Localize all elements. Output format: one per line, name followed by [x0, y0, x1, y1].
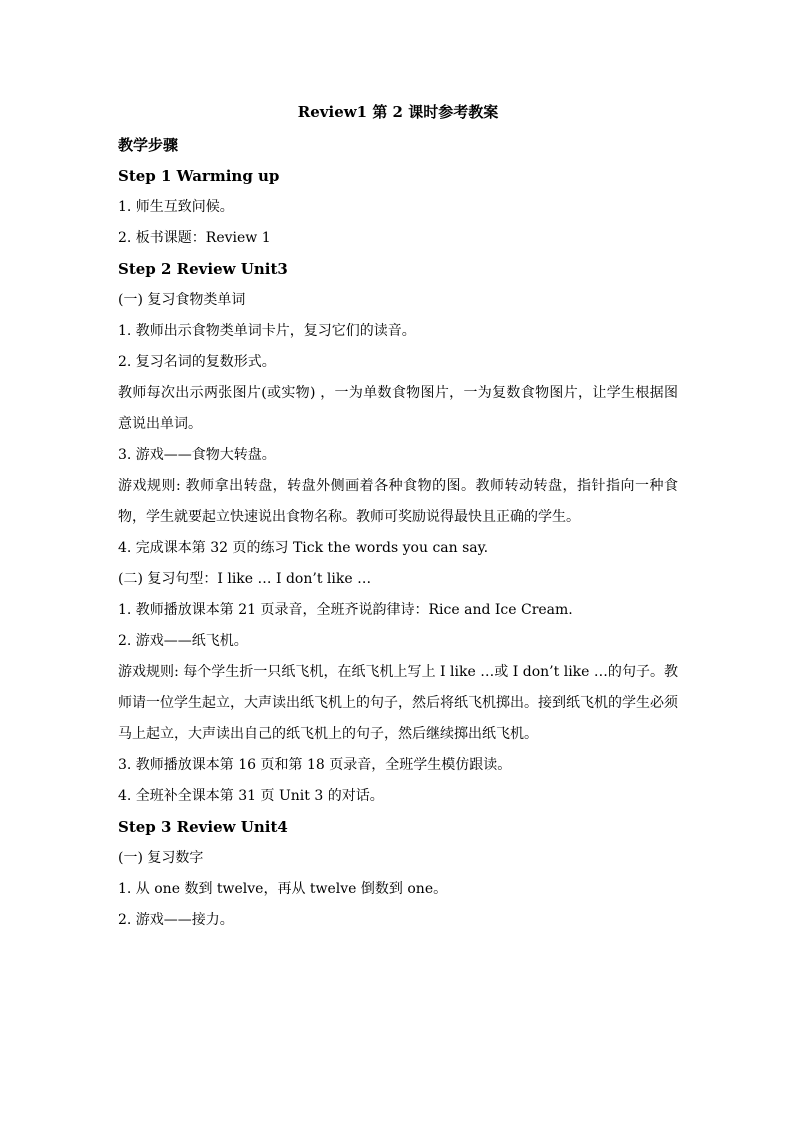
paragraph: 教师每次出示两张图片(或实物) ，一为单数食物图片，一为复数食物图片，让学生根据图意说出单词。: [118, 385, 678, 432]
list-item: 1. 师生互致问候。: [118, 199, 234, 215]
step-heading: Step 3 Review Unit4: [118, 818, 288, 836]
list-item: 2. 板书课题：Review 1: [118, 230, 271, 246]
step-heading: Step 1 Warming up: [118, 167, 280, 185]
document-body: [118, 130, 678, 936]
list-item: 1. 教师播放课本第 21 页录音，全班齐说韵律诗：Rice and Ice Cream.: [118, 602, 573, 618]
paragraph: 游戏规则: 每个学生折一只纸飞机，在纸飞机上写上 I like …或 I don’t like …的句子。教师请一位学生起立，大声读出纸飞机上的句子，然后将纸飞机掷出。接到纸飞机的学生必须马上起立，大声读出自己的纸飞机上的句子，然后继续掷出纸飞机。: [118, 664, 678, 742]
list-item: 2. 复习名词的复数形式。: [118, 354, 276, 370]
paragraph: 游戏规则: 教师拿出转盘，转盘外侧画着各种食物的图。教师转动转盘，指针指向一种食物，学生就要起立快速说出食物名称。教师可奖励说得最快且正确的学生。: [118, 478, 678, 525]
subsection-heading: (一) 复习食物类单词: [118, 292, 246, 308]
step-heading: Step 2 Review Unit3: [118, 260, 288, 278]
list-item: 4. 完成课本第 32 页的练习 Tick the words you can say.: [118, 540, 489, 556]
list-item: 4. 全班补全课本第 31 页 Unit 3 的对话。: [118, 788, 384, 804]
list-item: 2. 游戏——纸飞机。: [118, 633, 248, 649]
list-item: 1. 从 one 数到 twelve，再从 twelve 倒数到 one。: [118, 881, 448, 897]
list-item: 3. 游戏——食物大转盘。: [118, 447, 276, 463]
subsection-heading: (一) 复习数字: [118, 850, 204, 866]
section-heading: 教学步骤: [118, 136, 179, 154]
document-page: [118, 99, 678, 936]
document-title: Review1 第 2 课时参考教案: [297, 103, 499, 121]
list-item: 1. 教师出示食物类单词卡片，复习它们的读音。: [118, 323, 416, 339]
subsection-heading: (二) 复习句型：I like … I don’t like …: [118, 571, 372, 587]
list-item: 3. 教师播放课本第 16 页和第 18 页录音，全班学生模仿跟读。: [118, 757, 512, 773]
list-item: 2. 游戏——接力。: [118, 912, 234, 928]
